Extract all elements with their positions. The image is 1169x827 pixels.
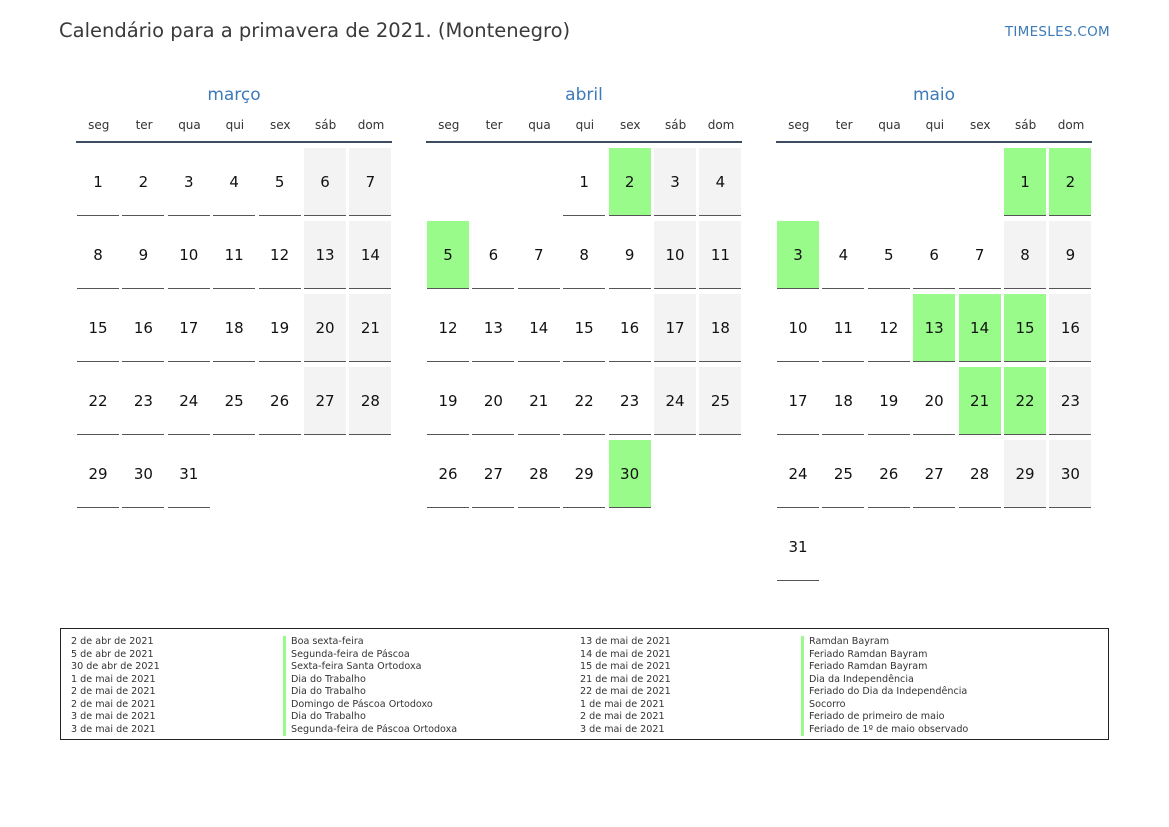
holiday-legend (60, 628, 1109, 740)
day-number: 27 (315, 391, 335, 410)
brand-link[interactable]: TIMESLES.COM (1004, 24, 1110, 40)
weekday-label: seg (88, 118, 110, 132)
day-cell (1049, 440, 1091, 508)
day-cell (913, 367, 955, 435)
legend-holiday-name: Domingo de Páscoa Ortodoxo (283, 699, 457, 712)
day-cell (654, 221, 696, 289)
day-number: 6 (488, 245, 499, 264)
day-number: 10 (665, 245, 685, 264)
day-cell (122, 367, 164, 435)
day-cell (699, 148, 741, 216)
weekday-label: sex (269, 118, 291, 132)
day-cell (304, 221, 346, 289)
day-number: 22 (574, 391, 594, 410)
legend-date: 30 de abr de 2021 (71, 661, 160, 672)
legend-holiday-name: Dia do Trabalho (283, 674, 457, 687)
day-cell (349, 294, 391, 362)
weekday-label: sáb (1015, 118, 1037, 132)
day-cell (213, 221, 255, 289)
day-cell (472, 440, 514, 508)
day-number: 30 (1060, 464, 1080, 483)
holiday-day-cell (609, 440, 651, 508)
day-cell (777, 294, 819, 362)
day-number: 1 (1020, 172, 1030, 191)
weekday-header (426, 115, 742, 143)
day-number: 2 (138, 172, 149, 191)
day-cell (259, 367, 301, 435)
legend-names-column (283, 636, 457, 736)
day-number: 17 (179, 318, 199, 337)
day-number: 7 (534, 245, 544, 264)
day-number: 17 (788, 391, 808, 410)
month-title: maio (912, 85, 956, 105)
day-cell (563, 148, 605, 216)
day-number: 11 (224, 245, 244, 264)
holiday-day-cell (609, 148, 651, 216)
day-number: 1 (93, 172, 103, 191)
day-number: 3 (670, 172, 680, 191)
day-number: 28 (529, 464, 549, 483)
legend-holiday-name: Segunda-feira de Páscoa Ortodoxa (283, 724, 457, 737)
day-grid (76, 148, 392, 513)
legend-holiday-name: Dia do Trabalho (283, 711, 457, 724)
day-number: 23 (620, 391, 640, 410)
legend-holiday-name: Socorro (801, 699, 968, 712)
holiday-day-cell (959, 294, 1001, 362)
weekday-label: seg (788, 118, 810, 132)
day-cell (777, 513, 819, 581)
weekday-label: qua (178, 118, 201, 132)
weekday-label: qui (575, 118, 595, 132)
day-cell (1049, 367, 1091, 435)
weekday-label: ter (485, 118, 503, 132)
legend-names-column (801, 636, 968, 736)
month-calendar-april (426, 84, 742, 513)
day-number: 19 (270, 318, 290, 337)
weekday-header (776, 115, 1092, 143)
day-number: 31 (179, 464, 199, 483)
day-number: 15 (574, 318, 594, 337)
day-cell (259, 294, 301, 362)
day-number: 12 (438, 318, 458, 337)
day-number: 20 (315, 318, 335, 337)
weekday-label: sáb (315, 118, 337, 132)
legend-date: 2 de mai de 2021 (580, 711, 665, 722)
day-cell (168, 294, 210, 362)
day-number: 26 (438, 464, 458, 483)
month-title: abril (565, 85, 603, 105)
month-title: março (207, 85, 261, 105)
day-number: 5 (443, 245, 453, 264)
month-calendar-may (776, 84, 1092, 586)
day-cell (699, 367, 741, 435)
legend-dates-column (580, 636, 671, 736)
day-cell (822, 440, 864, 508)
day-number: 12 (879, 318, 899, 337)
day-number: 4 (838, 245, 849, 264)
day-number: 30 (133, 464, 153, 483)
day-cell (563, 221, 605, 289)
day-cell (349, 221, 391, 289)
day-cell (77, 221, 119, 289)
legend-holiday-name: Dia da Independência (801, 674, 968, 687)
day-number: 20 (924, 391, 944, 410)
day-number: 9 (624, 245, 635, 264)
day-number: 5 (884, 245, 894, 264)
day-cell (518, 294, 560, 362)
legend-holiday-name: Feriado de primeiro de maio (801, 711, 968, 724)
day-cell (699, 221, 741, 289)
day-number: 21 (970, 391, 990, 410)
day-number: 4 (715, 172, 726, 191)
legend-date: 3 de mai de 2021 (580, 723, 665, 735)
day-cell (868, 294, 910, 362)
day-cell (654, 367, 696, 435)
day-number: 8 (1020, 245, 1030, 264)
weekday-label: qui (925, 118, 945, 132)
day-number: 8 (579, 245, 589, 264)
day-number: 12 (270, 245, 290, 264)
day-number: 16 (620, 318, 640, 337)
weekday-label: dom (357, 118, 385, 132)
day-number: 20 (483, 391, 503, 410)
day-number: 5 (274, 172, 285, 191)
day-number: 19 (438, 391, 458, 410)
weekday-label: qui (225, 118, 245, 132)
day-number: 10 (179, 245, 199, 264)
day-number: 21 (360, 318, 380, 337)
legend-date: 2 de mai de 2021 (71, 698, 156, 710)
legend-holiday-name: Segunda-feira de Páscoa (283, 649, 457, 662)
day-number: 22 (88, 391, 108, 410)
day-cell (122, 221, 164, 289)
weekday-label: sex (619, 118, 641, 132)
day-cell (349, 148, 391, 216)
day-number: 24 (179, 391, 199, 410)
day-cell (959, 221, 1001, 289)
day-grid (426, 148, 742, 513)
holiday-day-cell (777, 221, 819, 289)
legend-date: 2 de mai de 2021 (71, 686, 156, 697)
weekday-label: seg (438, 118, 460, 132)
day-number: 13 (483, 318, 503, 337)
day-cell (699, 294, 741, 362)
day-number: 15 (1015, 318, 1035, 337)
day-cell (77, 148, 119, 216)
day-cell (518, 440, 560, 508)
legend-date: 3 de mai de 2021 (71, 723, 156, 735)
day-cell (427, 440, 469, 508)
day-number: 15 (88, 318, 108, 337)
legend-date: 22 de mai de 2021 (580, 686, 671, 697)
legend-date: 21 de mai de 2021 (580, 673, 671, 685)
day-cell (609, 221, 651, 289)
holiday-day-cell (959, 367, 1001, 435)
day-number: 26 (270, 391, 290, 410)
holiday-day-cell (1004, 148, 1046, 216)
day-cell (427, 367, 469, 435)
day-number: 27 (483, 464, 503, 483)
day-cell (1049, 221, 1091, 289)
legend-date: 1 de mai de 2021 (580, 698, 665, 710)
day-cell (913, 440, 955, 508)
day-number: 28 (360, 391, 380, 410)
day-cell (122, 148, 164, 216)
day-number: 30 (620, 464, 640, 483)
day-number: 27 (924, 464, 944, 483)
day-number: 7 (365, 172, 376, 191)
day-cell (822, 294, 864, 362)
legend-holiday-name: Ramdan Bayram (801, 636, 968, 649)
legend-holiday-name: Feriado Ramdan Bayram (801, 649, 968, 662)
day-cell (868, 367, 910, 435)
day-number: 24 (788, 464, 808, 483)
day-number: 4 (229, 172, 239, 191)
day-cell (913, 221, 955, 289)
holiday-day-cell (913, 294, 955, 362)
day-number: 2 (1065, 172, 1076, 191)
day-cell (304, 148, 346, 216)
day-cell (472, 367, 514, 435)
day-number: 9 (1065, 245, 1076, 264)
day-number: 13 (315, 245, 335, 264)
day-number: 23 (133, 391, 153, 410)
day-cell (304, 294, 346, 362)
day-cell (654, 148, 696, 216)
day-number: 11 (710, 245, 730, 264)
day-cell (518, 221, 560, 289)
legend-date: 1 de mai de 2021 (71, 673, 156, 685)
day-number: 18 (833, 391, 853, 410)
day-number: 6 (929, 245, 939, 264)
day-number: 25 (224, 391, 244, 410)
day-number: 29 (1015, 464, 1035, 483)
day-number: 14 (360, 245, 380, 264)
day-cell (1004, 221, 1046, 289)
day-cell (213, 294, 255, 362)
day-number: 28 (970, 464, 990, 483)
day-number: 19 (879, 391, 899, 410)
day-number: 3 (793, 245, 803, 264)
day-cell (122, 294, 164, 362)
day-number: 2 (624, 172, 635, 191)
day-cell (1049, 294, 1091, 362)
holiday-day-cell (427, 221, 469, 289)
weekday-label: qua (528, 118, 551, 132)
day-cell (122, 440, 164, 508)
day-cell (213, 148, 255, 216)
day-cell (259, 148, 301, 216)
weekday-label: sex (969, 118, 991, 132)
holiday-day-cell (1049, 148, 1091, 216)
day-number: 16 (1060, 318, 1080, 337)
day-cell (77, 367, 119, 435)
weekday-label: qua (878, 118, 901, 132)
legend-holiday-name: Feriado do Dia da Independência (801, 686, 968, 699)
day-number: 21 (529, 391, 549, 410)
day-cell (77, 294, 119, 362)
day-cell (822, 221, 864, 289)
day-cell (777, 367, 819, 435)
day-number: 11 (833, 318, 853, 337)
legend-date: 13 de mai de 2021 (580, 636, 671, 647)
day-number: 10 (788, 318, 808, 337)
legend-date: 2 de abr de 2021 (71, 636, 154, 647)
day-number: 25 (833, 464, 853, 483)
day-cell (168, 148, 210, 216)
day-cell (427, 294, 469, 362)
legend-date: 3 de mai de 2021 (71, 711, 156, 722)
day-number: 26 (879, 464, 899, 483)
legend-date: 15 de mai de 2021 (580, 661, 671, 672)
legend-date: 14 de mai de 2021 (580, 648, 671, 660)
weekday-label: dom (707, 118, 735, 132)
holiday-day-cell (1004, 294, 1046, 362)
day-grid (776, 148, 1092, 586)
day-cell (654, 294, 696, 362)
weekday-label: dom (1057, 118, 1085, 132)
day-number: 31 (788, 537, 808, 556)
month-calendar-march (76, 84, 392, 513)
day-number: 14 (970, 318, 990, 337)
day-number: 29 (88, 464, 108, 483)
day-cell (349, 367, 391, 435)
day-number: 13 (924, 318, 944, 337)
day-cell (563, 440, 605, 508)
legend-holiday-name: Dia do Trabalho (283, 686, 457, 699)
day-cell (304, 367, 346, 435)
day-cell (168, 221, 210, 289)
weekday-header (76, 115, 392, 143)
day-cell (868, 221, 910, 289)
legend-holiday-name: Sexta-feira Santa Ortodoxa (283, 661, 457, 674)
day-cell (472, 221, 514, 289)
day-number: 29 (574, 464, 594, 483)
legend-holiday-name: Boa sexta-feira (283, 636, 457, 649)
weekday-label: ter (835, 118, 853, 132)
legend-dates-column (71, 636, 160, 736)
holiday-day-cell (1004, 367, 1046, 435)
day-cell (609, 367, 651, 435)
day-number: 25 (710, 391, 730, 410)
day-number: 7 (974, 245, 985, 264)
day-number: 9 (138, 245, 149, 264)
day-cell (777, 440, 819, 508)
day-number: 6 (320, 172, 330, 191)
day-number: 3 (184, 172, 194, 191)
day-cell (563, 367, 605, 435)
day-number: 8 (93, 245, 103, 264)
weekday-label: ter (135, 118, 153, 132)
day-cell (472, 294, 514, 362)
day-number: 23 (1060, 391, 1080, 410)
day-number: 1 (579, 172, 589, 191)
day-cell (959, 440, 1001, 508)
day-cell (822, 367, 864, 435)
day-cell (868, 440, 910, 508)
day-cell (609, 294, 651, 362)
day-cell (168, 440, 210, 508)
legend-holiday-name: Feriado de 1º de maio observado (801, 724, 968, 737)
legend-date: 5 de abr de 2021 (71, 648, 154, 660)
weekday-label: sáb (665, 118, 687, 132)
day-number: 18 (710, 318, 730, 337)
legend-holiday-name: Feriado Ramdan Bayram (801, 661, 968, 674)
day-cell (168, 367, 210, 435)
day-number: 22 (1015, 391, 1035, 410)
day-number: 16 (133, 318, 153, 337)
day-cell (518, 367, 560, 435)
day-number: 18 (224, 318, 244, 337)
day-cell (77, 440, 119, 508)
day-cell (563, 294, 605, 362)
day-number: 17 (665, 318, 685, 337)
day-number: 24 (665, 391, 685, 410)
day-cell (1004, 440, 1046, 508)
page-title: Calendário para a primavera de 2021. (Montenegro) (59, 19, 571, 42)
day-cell (213, 367, 255, 435)
day-cell (259, 221, 301, 289)
day-number: 14 (529, 318, 549, 337)
